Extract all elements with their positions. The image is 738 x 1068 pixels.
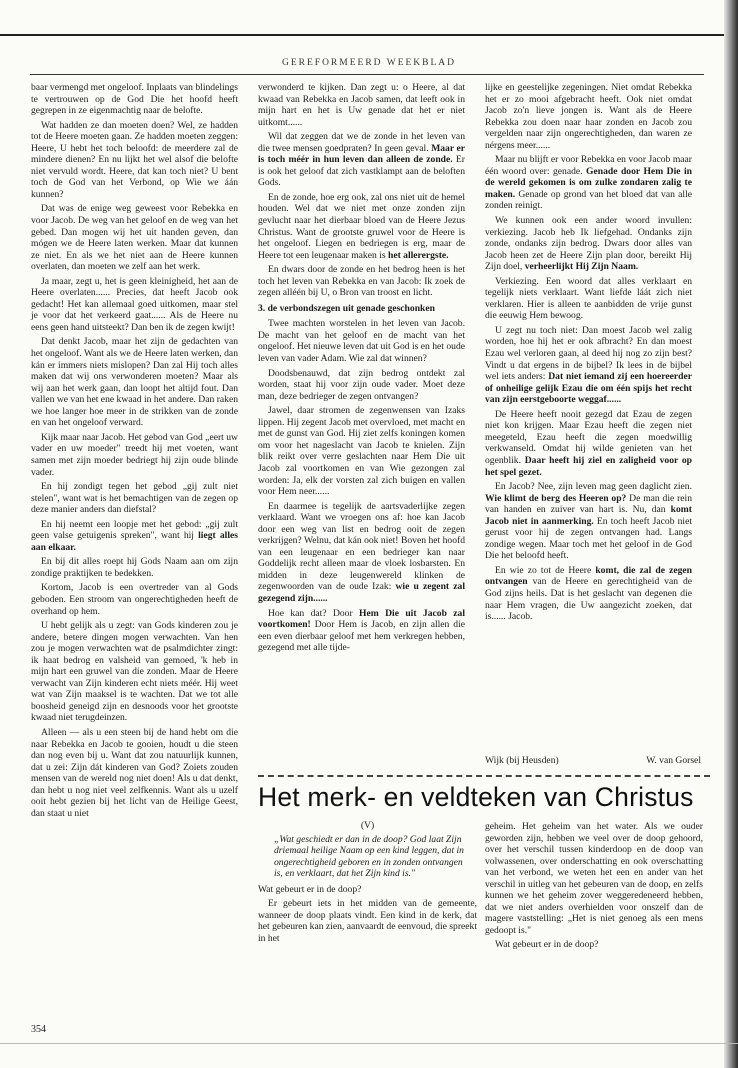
paragraph	[485, 565, 692, 623]
text-run: De Heere heeft nooit gezegd dat Ezau de zegen niet kon krijgen. Maar Ezau heeft die zegen niet meegeteld, Ezau heeft die zegen moedwillig verkwanseld. Omdat hij wilde genieten van het ogenblik.	[485, 408, 692, 466]
question: Wat gebeurt er in de doop?	[495, 939, 599, 951]
paragraph: Ja maar, zegt u, het is geen kleinigheid, het aan de Heere overlaten...... Precies, dat heeft Jacob ook gedacht! Het kan allemaal goed uitkomen, maar stel je voor dat het verkeerd gaat...... Als de Heere nu eens geen hand uitsteekt? Dan ben ik de zegen kwijt!	[31, 275, 238, 333]
bold-text: Maar er is toch méér in hun leven dan alleen de zonde.	[258, 142, 465, 166]
article-title: Het merk- en veldteken van Christus	[258, 782, 694, 812]
paragraph: Jawel, daar stromen de zegenwensen van Izaks lippen. Hij zegent Jacob met overvloed, met macht en met de gunst van God. Hij ziet zelfs koningen komen om voor het nageslacht van Jacob te knielen. Zijn blik reikt over verre geslachten naar Hem Die uit Jacob zal voortkomen en van Wie gezongen zal worden: Ja, elk der vorsten zal zich buigen en vallen voor Hem neer......	[258, 405, 465, 498]
bold-text: komt, die zal de zegen ontvangen	[485, 564, 692, 588]
header-divider	[30, 74, 704, 75]
paragraph	[485, 409, 692, 478]
paragraph: Doodsbenauwd, dat zijn bedrog ontdekt zal worden, staat hij voor zijn oude vader. Moet deze man, deze bedrieger de zegen ontvangen?	[258, 367, 465, 402]
text-run: En wie zo tot de Heere	[495, 564, 596, 576]
bold-text: liegt alles aan elkaar.	[31, 530, 238, 553]
paragraph: Kijk maar naar Jacob. Het gebod van God „eert uw vader en uw moeder" treedt hij met voeten, want samen met zijn moeder bedriegt hij zijn oude blinde vader.	[31, 431, 238, 478]
article2-column-2	[485, 821, 703, 954]
text-run: En toch heeft Jacob niet gerust voor hij de zegen ontvangen had. Langs zondige wegen. Maar toch met het geloof in de God Die het beloofd heeft.	[485, 515, 692, 562]
article2-column-1	[258, 820, 477, 947]
paragraph: En dwars door de zonde en het bedrog heen is het toch het leven van Rebekka en van Jacob: Ik zoek de zegen alléén bij U, o Bron van troost en licht.	[258, 264, 465, 299]
paragraph	[258, 608, 465, 654]
paragraph: Alleen — als u een steen bij de hand hebt om die naar Rebekka en Jacob te gooien, houdt u die steen dan nog even bij u. Want dat zou natuurlijk kunnen, dat u zei: Zijn dát kinderen van God? Zoiets zouden mensen van de wereld nog niet doen! Als u dat denkt, dan hebt u nog niet veel zelfkennis. Want als u uzelf ooit hebt gezien bij het licht van de Heilige Geest, dan staat u niet	[31, 726, 238, 819]
signature-author: W. van Gorsel	[646, 755, 701, 766]
text-run: Maar nu blijft er voor Rebekka en voor Jacob maar één woord over: genade.	[485, 154, 692, 177]
bold-text: Daar heeft hij ziel en zaligheid voor op het spel gezet.	[485, 454, 692, 478]
text-run: En hij neemt een loopje met het gebod: „gij zult geen valse getuigenis spreken", want hij	[31, 518, 238, 542]
bold-text: komt Jacob niet in aanmerking.	[485, 504, 692, 527]
paragraph: Wat hadden ze dan moeten doen? Wel, ze hadden tot de Heere moeten gaan. Ze hadden moeten zeggen: Heere, U hebt het toch beloofd: de meerdere zal de mindere dienen? En nu lijkt het wel alsof die belofte niet vervuld wordt. Heere, dat kan toch niet? U bent toch de God van het Verbond, op Wie we áán kunnen?	[31, 119, 238, 200]
column-3	[485, 82, 692, 626]
paragraph: En hij zondigt tegen het gebod „gij zult niet stelen", want wat is het bemachtigen van de zegen op deze manier anders dan diefstal?	[31, 481, 238, 516]
paragraph: verwonderd te kijken. Dan zegt u: o Heere, al dat kwaad van Rebekka en Jacob samen, dat leeft ook in mijn hart en het is Uw genade dat het er niet uitkomt......	[258, 82, 465, 128]
text-run: Er is ook het geloof dat zich vastklampt aan de beloften Gods.	[258, 154, 465, 189]
paragraph: geheim. Het geheim van het water. Als we ouder geworden zijn, hebben we veel over de doop gehoord, over het verschil tussen kinderdoop en de doop van volwassenen, over onderschatting en ook overschatting van het verbond, we weten het een en ander van het verschil in uitleg van het gebeuren van de doop, en zelfs kunnen we het geheim zover weggeredeneerd hebben, dat we niet anders overhielden voor onszelf dan de magere vaststelling: „Het is niet genoeg als een mens gedoopt is."	[485, 821, 703, 936]
signature-place: Wijk (bij Heusden)	[485, 755, 559, 766]
column-1	[31, 82, 238, 822]
dashed-divider	[258, 775, 710, 777]
column-2	[258, 82, 465, 657]
paragraph	[258, 131, 465, 189]
paragraph: lijke en geestelijke zegeningen. Niet omdat Rebekka het er zo mooi afgebracht heeft. Ook niet omdat Jacob zo'n lieve jongen is. Want als de Heere Rebekka zou doen naar haar zonden en Jacob zou vergelden naar zijn ongerechtigheden, dan waren ze nérgens meer......	[485, 82, 692, 151]
paragraph: baar vermengd met ongeloof. Inplaats van blindelings te vertrouwen op de God Die het hoofd heeft gegrepen in ze eigenmachtig naar de belofte.	[31, 82, 239, 117]
paragraph	[485, 481, 692, 562]
paragraph	[258, 192, 465, 261]
bold-text: Genade door Hem Die in de wereld gekomen is om zulke zondaren zalig te maken.	[485, 165, 693, 200]
paragraph: U hebt gelijk als u zegt: van Gods kinderen zou je andere, betere dingen mogen verwachten. Van hen zou je mogen verwachten wat de psalmdichter zingt: ik haat bedrog en valsheid van gemoed, 'k heb in mijn hart een gruwel van die zonden. Maar de Heere verwacht van Zijn kinderen echt niets méér. Hij weet wat van Zijn maaksel is te wachten. Dat we tot alle boosheid geneigd zijn en desnoods voor het grootste kwaad niet terugdeinzen.	[31, 620, 238, 724]
text-run: De man die rein van handen en zuiver van hart is. Nu, dan	[485, 492, 693, 516]
text-run: En Jacob? Nee, zijn leven mag geen daglicht zien.	[495, 481, 692, 493]
paragraph	[31, 519, 238, 554]
bold-text: wie u zegent zal gezegend zijn......	[258, 581, 465, 604]
page-number: 354	[31, 1024, 46, 1035]
paragraph: Dat denkt Jacob, maar het zijn de gedachten van het ongeloof. Want als we de Heere laten werken, dan kán er immers niets mislopen? Dan zal Hij toch alles maken dat wij ons verwonderen moeten? Maar als wij aan het werk gaan, dan loopt het altijd fout. Dan vallen we van het ene kwaad in het andere. Dan raken we hoe langer hoe meer in de strikken van de zonde en van het ongeloof verward.	[31, 336, 238, 429]
page-edge-shadow	[724, 0, 738, 1068]
bold-text: Hem Die uit Jacob zal voortkomen!	[258, 607, 465, 631]
text-run: En de zonde, hoe erg ook, zal ons niet uit de hemel houden. Wel dat we niet met onze zonden zijn gevlucht naar het dierbaar bloed van de Heere Jezus Christus. Want de grootste gruwel voor de Heere is het ongeloof. Liegen en bedriegen is erg, maar de Heere tot een leugenaar maken is	[258, 191, 465, 261]
paragraph: En bij dit alles roept hij Gods Naam aan om zijn zondige praktijken te bedekken.	[31, 556, 238, 579]
paragraph	[258, 501, 465, 605]
bottom-border	[0, 1043, 738, 1044]
paragraph: Er gebeurt iets in het midden van de gemeente, wanneer de doop plaats vindt. Een kind in de kerk, dat het gebeuren kan zien, aanvaardt de eenvoud, die spreekt in het	[258, 898, 477, 944]
top-border	[0, 34, 738, 36]
text-run: We kunnen ook een ander woord invullen: verkiezing. Jacob heb Ik liefgehad. Ondanks zijn zonde, ondanks zijn bedrog. Dwars door alles van Jacob heen zet de Heere Zijn plan door, bereikt Hij Zijn doel,	[485, 215, 692, 273]
paragraph	[485, 154, 692, 212]
paragraph	[485, 325, 692, 406]
bold-text: verheerlijkt Hij Zijn Naam.	[524, 261, 639, 273]
paragraph: Dat was de enige weg geweest voor Rebekka en voor Jacob. De weg van het geloof en de weg van het gebed. Dan mogen wij het uit handen geven, dan mógen we de Heere laten werken. Maar dat kunnen ze niet. En als we het niet aan de Heere kunnen overlaten, dan moeten we zelf aan het werk.	[31, 203, 238, 273]
text-run: U zegt nu toch niet: Dan moest Jacob wel zalig worden, hoe hij het er ook afbracht? En dan moest Ezau wel verloren gaan, al deed hij nog zo zijn best? Vindt u dat ergens in de bijbel? Ik lees in de bijbel wel iets anders:	[485, 324, 692, 383]
bold-text: het allerergste.	[387, 249, 449, 261]
text-run: Wil dat zeggen dat we de zonde in het leven van die twee mensen goedpraten? In geen geval.	[258, 131, 465, 154]
section-heading: 3. de verbondszegen uit genade geschonken	[258, 302, 435, 314]
bold-text: Dat niet iemand zij een hoereerder of onheilige gelijk Ezau die om één spijs het recht van zijn eerstgeboorte weggaf......	[485, 371, 692, 406]
running-header: GEREFORMEERD WEEKBLAD	[281, 58, 457, 68]
paragraph	[485, 215, 692, 273]
section-number: (V)	[360, 820, 375, 831]
quote: „Wat geschiedt er dan in de doop? God laat Zijn driemaal heilige Naam op een kind leggen, dat in ongerechtigheid geboren en in zonden ontvangen is, en verklaart, dat het Zijn kind is."	[274, 833, 464, 880]
question: Wat gebeurt er in de doop?	[258, 883, 362, 895]
paragraph: Twee machten worstelen in het leven van Jacob. De macht van het geloof en de macht van het ongeloof. Het nieuwe leven dat uit God is en het oude leven van vader Adam. Wie zal dat winnen?	[258, 318, 466, 365]
text-run: van de Heere en gerechtigheid van de God zijns heils. Dat is het geslacht van degenen die naar Hem vragen, die Uw aangezicht zoeken, dat is...... Jacob.	[485, 576, 692, 623]
text-run: Genade op grond van het bloed dat van alle zonden reinigt.	[485, 188, 692, 212]
text-run: En daarmee is tegelijk de aartsvaderlijke zegen verklaard. Want we vroegen ons af: hoe kan Jacob door een weg van list en bedrog ooit de zegen verkrijgen? Welnu, dat kán ook niet! Boven het hoofd van een leugenaar en een bedrieger kan naar Goddelijk recht alleen maar de vloek losbarsten. En midden in deze leugenwereld klinken de zegenwoorden van de oude Izak:	[258, 500, 465, 593]
paragraph: Verkiezing. Een woord dat alles verklaart en tegelijk niets verklaart. Want liefde láát zich niet verklaren. Hier is alleen te aanbidden de vrije gunst die eeuwig Hem bewoog.	[485, 275, 692, 322]
text-run: Hoe kan dat? Door	[268, 607, 360, 619]
signature-line	[485, 755, 701, 766]
paragraph: Kortom, Jacob is een overtreder van al Gods geboden. Een stroom van ongerechtigheden heeft de overhand op hem.	[31, 582, 238, 617]
bold-text: Wie klimt de berg des Heeren op?	[485, 492, 627, 504]
text-run: Door Hem is Jacob, en zijn allen die een even dierbaar geloof met hem verkregen hebben, gezegend met alle tijde-	[258, 619, 465, 654]
